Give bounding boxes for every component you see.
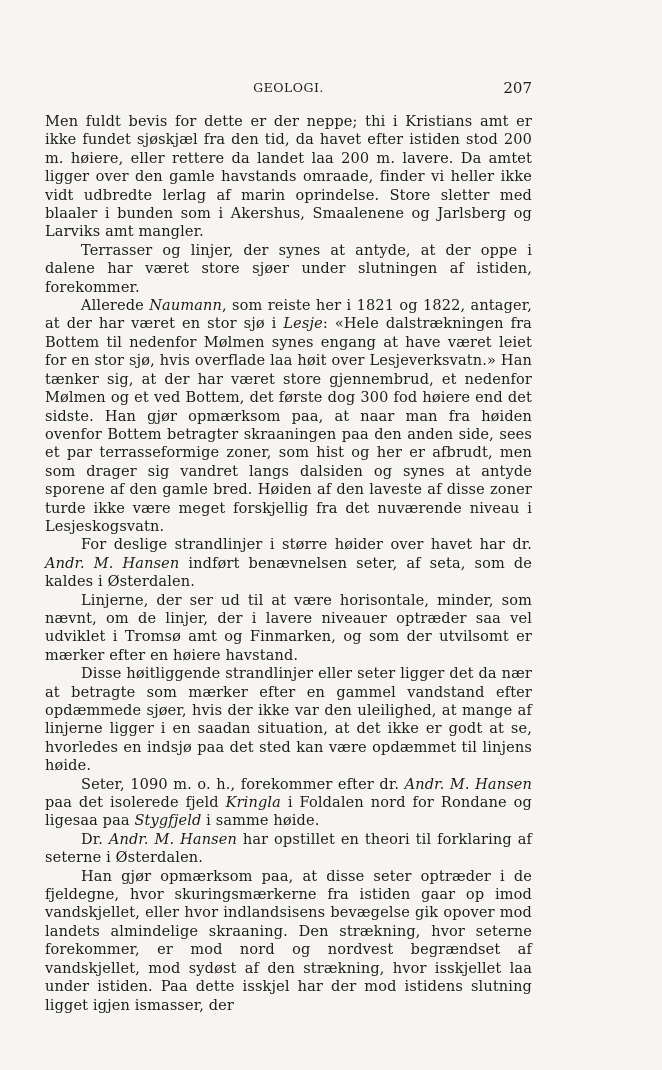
text-run: For deslige strandlinjer i større høider over havet har dr. (81, 537, 532, 554)
author-name-naumann: Naumann (149, 298, 222, 315)
text-run: Linjerne, der ser ud til at være horisontale, minder, som nævnt, om de linjer, der i lavere niveauer optræder saa vel udviklet i Tromsø amt og Finmarken, og som der utvilsomt er mærker efter en høiere havstand. (45, 592, 532, 664)
paragraph (45, 113, 532, 242)
paragraph (45, 536, 532, 591)
text-run: har opstillet en theori til forklaring af seterne i Østerdalen. (45, 831, 533, 867)
paragraph (45, 868, 532, 1015)
text-run: Allerede (81, 298, 150, 315)
text-run: , som reiste her i 1821 og 1822, antager, at der har været en stor sjø i (45, 298, 532, 333)
paragraph (45, 242, 532, 297)
text-run: Terrasser og linjer, der synes at antyde, at der oppe i dalene har været store sjøer under slutningen af istiden, forekommer. (45, 242, 532, 296)
place-name-stygfjeld: Stygfjeld (134, 813, 202, 830)
text-run: paa det isolerede fjeld (45, 795, 226, 812)
text-run: Seter, 1090 m. o. h., forekommer efter dr. (81, 776, 405, 793)
body-text (45, 113, 532, 1015)
paragraph (45, 297, 532, 536)
running-head-title: GEOLOGI. (253, 80, 324, 95)
text-run: i samme høide. (201, 813, 320, 830)
paragraph (45, 831, 532, 868)
text-run: indført benævnelsen seter, af seta, som de kaldes i Østerdalen. (45, 555, 533, 591)
text-run: Disse høitliggende strandlinjer eller seter ligger det da nær at betragte som mærker efter en gammel vandstand efter opdæmmede sjøer, hvis der ikke var den uleilighed, at mange af linjerne ligger i en saadan situation, at det ikke er godt at se, hvorledes en indsjø paa det sted kan være opdæmmet til linjens høide. (45, 666, 532, 775)
page-number: 207 (503, 79, 532, 97)
author-name-hansen: Andr. M. Hansen (45, 555, 180, 572)
place-name-kringla: Kringla (225, 795, 281, 812)
place-name-lesje: Lesje (283, 316, 323, 333)
text-run: : «Hele dalstrækningen fra Bottem til nedenfor Mølmen synes engang at have været leiet for en stor sjø, hvis overflade laa høit over Lesjeverksvatn.» Han tænker sig, at der har været store gjennembrud, et nedenfor Mølmen og et ved Bottem, det første dog 300 fod høiere end det sidste. Han gjør opmærksom paa, at naar man fra høiden ovenfor Bottem betragter skraaningen paa den anden side, sees et par terrasseformige zoner, som hist og her er afbrudt, men som drager sig vandret langs dalsiden og synes at antyde sporene af den gamle bred. Høiden af den laveste af disse zoner turde ikke være meget forskjellig fra det nuværende niveau i Lesjeskogsvatn. (45, 316, 532, 535)
author-name-hansen: Andr. M. Hansen (404, 776, 533, 793)
paragraph (45, 776, 532, 831)
text-run: Dr. (81, 831, 109, 848)
text-run: Han gjør opmærksom paa, at disse seter optræder i de fjeldegne, hvor skuringsmærkerne fra istiden gaar op imod vandskjellet, eller hvor indlandsisens bevægelse gik opover mod landets almindelige skraaning. Den strækning, hvor seterne forekommer, er mod nord og nordvest begrændset af vandskjellet, mod sydøst af den strækning, hvor isskjellet laa under istiden. Paa dette isskjel har der mod istidens slutning ligget igjen ismasser, der (45, 868, 532, 1014)
running-head (45, 78, 532, 98)
paragraph (45, 665, 532, 775)
paragraph (45, 592, 532, 666)
text-run: i Foldalen nord for Rondane og ligesaa paa (45, 795, 532, 830)
author-name-hansen: Andr. M. Hansen (108, 831, 237, 848)
text-run: Men fuldt bevis for dette er der neppe; thi i Kristians amt er ikke fundet sjøskjæl fra den tid, da havet efter istiden stod 200 m. høiere, eller rettere da landet laa 200 m. lavere. Da amtet ligger over den gamle havstands omraade, finder vi heller ikke vidt udbredte lerlag af marin oprindelse. Store sletter med blaaler i bunden som i Akershus, Smaalenene og Jarlsberg og Larviks amt mangler. (45, 114, 532, 241)
